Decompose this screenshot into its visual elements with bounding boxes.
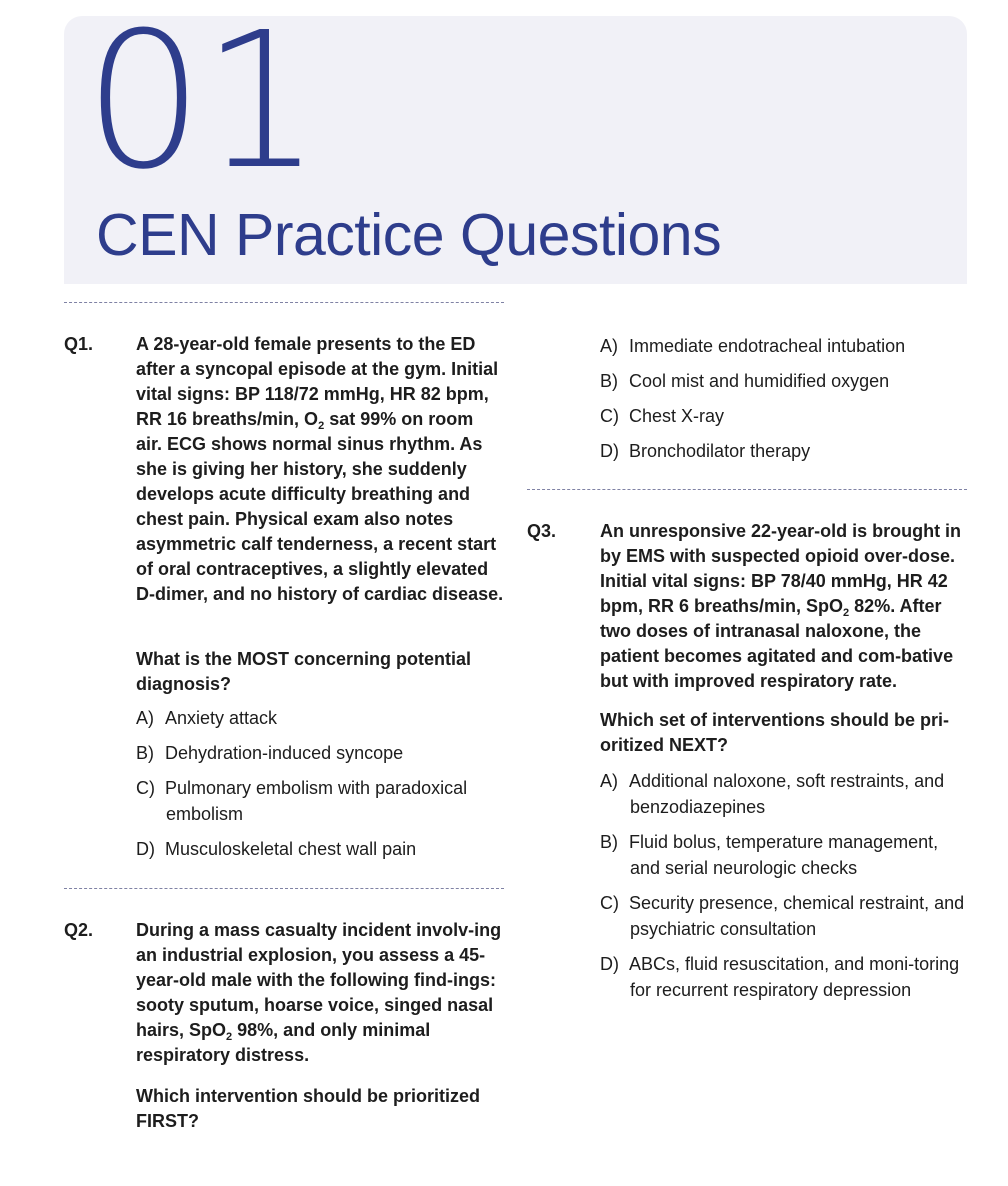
option-letter: C) — [600, 893, 619, 913]
option-text: Immediate endotracheal intubation — [629, 336, 906, 356]
option-letter: C) — [600, 406, 619, 426]
question-stem-q2 — [136, 918, 504, 1068]
option-letter: A) — [600, 336, 618, 356]
answer-options-q2 — [600, 333, 970, 464]
option-text: Security presence, chemical restraint, and psychiatric consultation — [629, 893, 965, 939]
option-text: ABCs, fluid resuscitation, and moni-toring for recurrent respiratory depression — [629, 954, 960, 1000]
answer-option[interactable] — [136, 836, 506, 862]
stem-text: During a mass casualty incident involv-ing an industrial explosion, you assess a 45-year-old male with the following find-ings: sooty sputum, hoarse voice, singed nasal hairs, SpO — [136, 920, 502, 1040]
answer-option[interactable] — [136, 775, 506, 827]
option-text: Dehydration-induced syncope — [165, 743, 404, 763]
option-text: Musculoskeletal chest wall pain — [165, 839, 417, 859]
option-text: Pulmonary embolism with paradoxical embolism — [165, 778, 468, 824]
chapter-number: 01 — [84, 0, 320, 211]
answer-option[interactable] — [600, 951, 972, 1003]
answer-option[interactable] — [600, 438, 970, 464]
stem-text: 98%, and only minimal respiratory distress. — [136, 1020, 431, 1065]
divider-top — [64, 302, 504, 303]
answer-option[interactable] — [600, 768, 972, 820]
option-letter: B) — [600, 371, 618, 391]
option-letter: D) — [136, 839, 155, 859]
answer-option[interactable] — [136, 705, 506, 731]
stem-subscript: 2 — [318, 420, 325, 432]
answer-option[interactable] — [600, 829, 972, 881]
option-text: Chest X-ray — [629, 406, 725, 426]
question-prompt-q1: What is the MOST concerning potential diagnosis? — [136, 649, 472, 694]
divider-q1-q2 — [64, 888, 504, 889]
option-letter: D) — [600, 954, 619, 974]
option-letter: A) — [136, 708, 154, 728]
option-text: Additional naloxone, soft restraints, and benzodiazepines — [629, 771, 945, 817]
question-stem-q3 — [600, 519, 968, 694]
stem-subscript: 2 — [843, 607, 850, 619]
option-text: Bronchodilator therapy — [629, 441, 811, 461]
option-text: Fluid bolus, temperature management, and serial neurologic checks — [629, 832, 939, 878]
question-number-q1: Q1. — [64, 334, 94, 354]
answer-option[interactable] — [600, 333, 970, 359]
stem-text: 82%. After two doses of intranasal naloxone, the patient becomes agitated and com-bative but with improved respiratory rate. — [600, 596, 954, 691]
stem-text: An unresponsive 22-year-old is brought in by EMS with suspected opioid over-dose. Initial vital signs: BP 78/40 mmHg, HR 42 bpm, RR 6 breaths/min, SpO — [600, 521, 962, 616]
answer-option[interactable] — [136, 740, 506, 766]
option-letter: B) — [600, 832, 618, 852]
question-prompt-q2: Which intervention should be prioritized FIRST? — [136, 1086, 481, 1131]
stem-subscript: 2 — [226, 1031, 233, 1043]
question-number-q2: Q2. — [64, 920, 94, 940]
page-title: CEN Practice Questions — [96, 202, 722, 268]
answer-options-q3 — [600, 768, 972, 1003]
stem-text: A 28-year-old female presents to the ED after a syncopal episode at the gym. Initial vital signs: BP 118/72 mmHg, HR 82 bpm, RR 16 breaths/min, O — [136, 334, 499, 429]
option-letter: C) — [136, 778, 155, 798]
question-number-q3: Q3. — [527, 521, 557, 541]
question-prompt-q3: Which set of interventions should be pri-oritized NEXT? — [600, 710, 950, 755]
answer-options-q1 — [136, 705, 506, 862]
stem-text: sat 99% on room air. ECG shows normal sinus rhythm. As she is giving her history, she suddenly develops acute difficulty breathing and chest pain. Physical exam also notes asymmetric calf tenderness, a recent start of oral contraceptives, a slightly elevated D-dimer, and no history of cardiac disease. — [136, 409, 504, 604]
option-text: Anxiety attack — [165, 708, 278, 728]
answer-option[interactable] — [600, 890, 972, 942]
divider-q2-q3 — [527, 489, 967, 490]
question-stem-q1 — [136, 332, 504, 607]
answer-option[interactable] — [600, 368, 970, 394]
option-letter: B) — [136, 743, 154, 763]
option-letter: A) — [600, 771, 618, 791]
option-letter: D) — [600, 441, 619, 461]
option-text: Cool mist and humidified oxygen — [629, 371, 890, 391]
answer-option[interactable] — [600, 403, 970, 429]
